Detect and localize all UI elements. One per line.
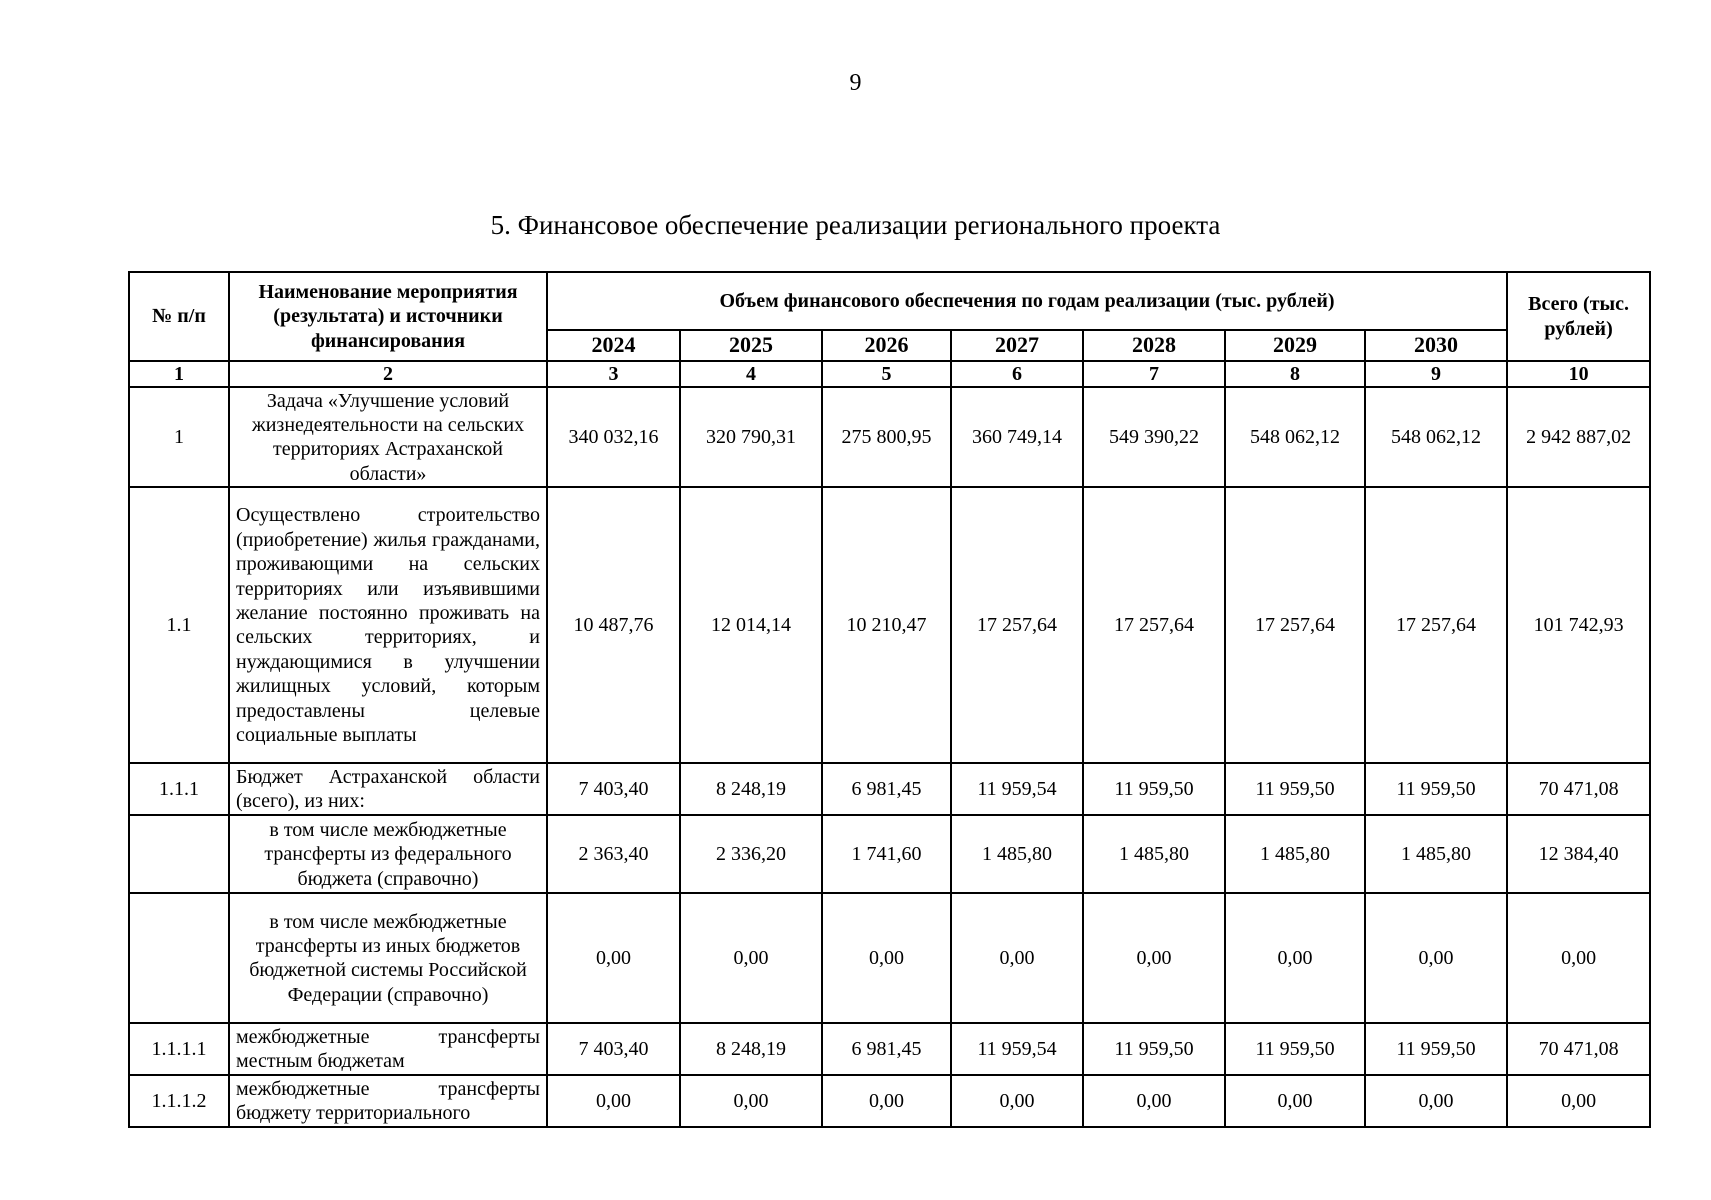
column-number: 2 [229,361,547,387]
row-value-2027: 17 257,64 [951,487,1083,763]
row-value-2030: 0,00 [1365,893,1507,1023]
row-value-2030: 548 062,12 [1365,387,1507,487]
table-row [129,763,1650,815]
header-year: 2030 [1365,330,1507,361]
table-row [129,1075,1650,1127]
row-value-2028: 0,00 [1083,1075,1225,1127]
row-code: 1.1 [129,487,229,763]
row-value-2025: 12 014,14 [680,487,822,763]
row-name: в том числе межбюджетные трансферты из федерального бюджета (справочно) [229,815,547,893]
row-code [129,815,229,893]
row-total: 0,00 [1507,893,1650,1023]
table-row [129,487,1650,763]
row-value-2026: 0,00 [822,893,951,1023]
header-number: № п/п [129,272,229,361]
row-name: межбюджетные трансферты местным бюджетам [229,1023,547,1075]
row-value-2024: 0,00 [547,893,680,1023]
row-code: 1.1.1 [129,763,229,815]
row-value-2027: 0,00 [951,893,1083,1023]
row-name: в том числе межбюджетные трансферты из иных бюджетов бюджетной системы Российской Федерации (справочно) [229,893,547,1023]
row-value-2030: 1 485,80 [1365,815,1507,893]
row-value-2028: 11 959,50 [1083,1023,1225,1075]
row-value-2024: 0,00 [547,1075,680,1127]
column-number: 9 [1365,361,1507,387]
header-year: 2028 [1083,330,1225,361]
header-year: 2027 [951,330,1083,361]
row-value-2029: 1 485,80 [1225,815,1365,893]
header-name: Наименование мероприятия (результата) и источники финансирования [229,272,547,361]
row-value-2029: 0,00 [1225,1075,1365,1127]
row-value-2028: 11 959,50 [1083,763,1225,815]
row-value-2029: 11 959,50 [1225,1023,1365,1075]
row-value-2025: 320 790,31 [680,387,822,487]
column-number: 10 [1507,361,1650,387]
row-value-2029: 17 257,64 [1225,487,1365,763]
row-value-2026: 275 800,95 [822,387,951,487]
table-row [129,1023,1650,1075]
row-value-2025: 8 248,19 [680,1023,822,1075]
page-number: 9 [849,70,862,96]
row-value-2030: 17 257,64 [1365,487,1507,763]
table-row [129,387,1650,487]
row-total: 2 942 887,02 [1507,387,1650,487]
row-value-2030: 0,00 [1365,1075,1507,1127]
row-value-2026: 0,00 [822,1075,951,1127]
row-value-2028: 549 390,22 [1083,387,1225,487]
column-number: 1 [129,361,229,387]
header-volume: Объем финансового обеспечения по годам реализации (тыс. рублей) [547,272,1507,330]
column-number: 5 [822,361,951,387]
row-total: 101 742,93 [1507,487,1650,763]
row-value-2029: 11 959,50 [1225,763,1365,815]
row-value-2025: 0,00 [680,1075,822,1127]
row-code: 1.1.1.1 [129,1023,229,1075]
row-name: Осуществлено строительство (приобретение) жилья гражданами, проживающими на сельских территориях или изъявившими желание постоянно проживать на сельских территориях, и нуждающимися в улучшении жилищных условий, которым предоставлены целевые социальные выплаты [229,487,547,763]
row-value-2026: 6 981,45 [822,763,951,815]
row-value-2027: 11 959,54 [951,1023,1083,1075]
header-year: 2026 [822,330,951,361]
document-title: 5. Финансовое обеспечение реализации регионального проекта [490,210,1221,240]
header-year: 2025 [680,330,822,361]
header-total: Всего (тыс. рублей) [1507,272,1650,361]
row-value-2024: 10 487,76 [547,487,680,763]
row-value-2025: 2 336,20 [680,815,822,893]
column-number: 7 [1083,361,1225,387]
row-total: 12 384,40 [1507,815,1650,893]
row-value-2024: 340 032,16 [547,387,680,487]
column-number: 6 [951,361,1083,387]
row-value-2026: 1 741,60 [822,815,951,893]
row-value-2027: 1 485,80 [951,815,1083,893]
row-code [129,893,229,1023]
row-value-2028: 1 485,80 [1083,815,1225,893]
table-row [129,893,1650,1023]
row-value-2030: 11 959,50 [1365,1023,1507,1075]
row-value-2027: 0,00 [951,1075,1083,1127]
row-value-2024: 7 403,40 [547,763,680,815]
row-value-2030: 11 959,50 [1365,763,1507,815]
row-value-2028: 17 257,64 [1083,487,1225,763]
column-number: 8 [1225,361,1365,387]
row-name: Задача «Улучшение условий жизнедеятельности на сельских территориях Астраханской области» [229,387,547,487]
column-number: 4 [680,361,822,387]
row-total: 70 471,08 [1507,763,1650,815]
row-name: Бюджет Астраханской области (всего), из них: [229,763,547,815]
row-value-2026: 10 210,47 [822,487,951,763]
column-number: 3 [547,361,680,387]
header-year: 2029 [1225,330,1365,361]
row-value-2024: 2 363,40 [547,815,680,893]
row-value-2028: 0,00 [1083,893,1225,1023]
row-name: межбюджетные трансферты бюджету территориального [229,1075,547,1127]
row-value-2024: 7 403,40 [547,1023,680,1075]
header-year: 2024 [547,330,680,361]
column-number-row [129,361,1650,387]
row-value-2029: 548 062,12 [1225,387,1365,487]
row-code: 1.1.1.2 [129,1075,229,1127]
row-value-2025: 8 248,19 [680,763,822,815]
table-row [129,815,1650,893]
row-value-2027: 360 749,14 [951,387,1083,487]
row-total: 70 471,08 [1507,1023,1650,1075]
row-value-2026: 6 981,45 [822,1023,951,1075]
financing-table [128,271,1651,1128]
row-total: 0,00 [1507,1075,1650,1127]
row-value-2029: 0,00 [1225,893,1365,1023]
row-value-2027: 11 959,54 [951,763,1083,815]
row-code: 1 [129,387,229,487]
row-value-2025: 0,00 [680,893,822,1023]
